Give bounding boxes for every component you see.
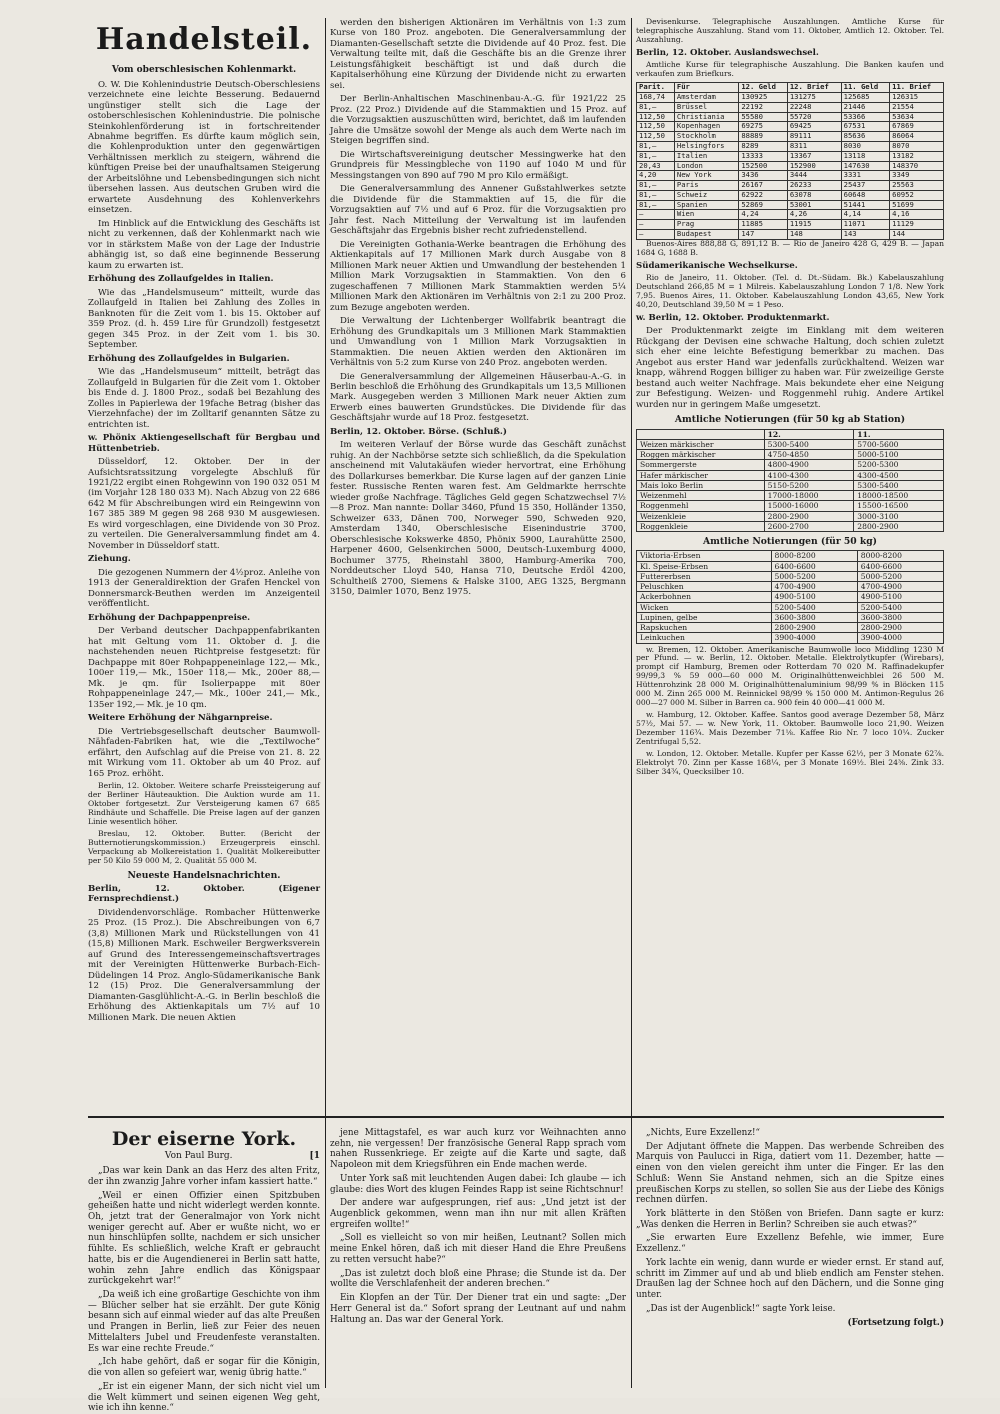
story-paragraph: York lachte ein wenig, dann wurde er wieder ernst. Er stand auf, schritt im Zimmer auf und ab und blieb endlich am Fenster stehen. Draußen lag der Schnee hoch auf den Dächern, und die Sonne ging unter. [636, 1257, 944, 1301]
kurs-cell: 22248 [787, 102, 841, 112]
prod-cell: Weizen märkischer [637, 439, 765, 449]
story-paragraph: „Das ist der Augenblick!“ sagte York leise. [646, 1303, 836, 1314]
prod-cell: 4700-4900 [857, 582, 943, 592]
kurs-cell: 3349 [890, 171, 944, 181]
news-subheading: Berlin, 12. Oktober. (Eigener Fernsprechdienst.) [88, 883, 320, 905]
kurs-cell: 13118 [841, 151, 890, 161]
kurs-footer: Buenos-Aires 888,88 G, 891,12 B. — Rio de Janeiro 428 G, 429 B. — Japan 1684 G, 1688 B. [636, 238, 944, 257]
column-2 [330, 18, 626, 1098]
kurs-cell: 11885 [739, 220, 788, 230]
kurs-cell: 63078 [787, 190, 841, 200]
kurs-cell: Christiania [674, 112, 738, 122]
prod-cell: Ackerbohnen [637, 592, 772, 602]
story-column-3 [636, 1128, 944, 1390]
prod-cell: Weizenkleie [637, 511, 765, 521]
table-row [637, 501, 944, 511]
kurs-cell: 3444 [787, 171, 841, 181]
kurs-cell: 51441 [841, 200, 890, 210]
kurs-cell: 3436 [739, 171, 788, 181]
sued-heading: Südamerikanische Wechselkurse. [636, 260, 798, 271]
kurs-cell: Helsingfors [674, 141, 738, 151]
kurs-cell: 148 [787, 229, 841, 239]
kurs-header-cell: 11. Brief [890, 83, 944, 93]
exchange-rate-table [636, 82, 944, 240]
kurs-cell: 55580 [739, 112, 788, 122]
kurs-cell: 8289 [739, 141, 788, 151]
story-author [88, 1151, 320, 1162]
market-report: w. London, 12. Oktober. Metalle. Kupfer per Kasse 62½, per 3 Monate 62⅞. Elektrolyt 70. Zinn per Kasse 168¼, per 3 Monate 169½. Blei 24⅜. Zink 33. Silber 34¾, Quecksilber 10. [636, 748, 944, 776]
prod-cell: 2800-2900 [764, 511, 854, 521]
prod-cell: 5200-5400 [771, 602, 857, 612]
kurs-cell: Schweiz [674, 190, 738, 200]
kurs-cell: 25563 [890, 181, 944, 191]
kurs-cell: 69275 [739, 122, 788, 132]
prod-cell: 4900-5100 [771, 592, 857, 602]
kurs-cell: 112,50 [637, 122, 675, 132]
story-paragraph: Ein Klopfen an der Tür. Der Diener trat ein und sagte: „Der Herr General ist da.“ Sofort sprang der Leutnant auf und nahm Haltung an. Das war der General York. [330, 1293, 626, 1325]
paragraph: werden den bisherigen Aktionären im Verhältnis von 1:3 zum Kurse von 180 Proz. angeboten. Die Generalversammlung der Diamanten-Gesellschaft setzte die Dividende auf 40 Proz. fest. Die Verwaltung teilte mit, daß die Geschäfte bis an die Grenze ihrer Leistungsfähigkeit beschäftigt ist und daß durch die Kapitalserhöhung eine Kürzung der Dividende nicht zu erwarten sei. [330, 18, 626, 91]
market-report: w. Bremen, 12. Oktober. Amerikanische Baumwolle loco Middling 1230 M per Pfund. — w. Berlin, 12. Oktober. Metalle. Elektrolytkupfer (Wirebars), prompt cif Hamburg, Bremen oder Rotterdam 70 020 M. Raffinadekupfer 99/99,3 % 59 000—60 000 M. Originalhüttenweichblei 26 500 M. Hüttenrohzink 28 000 M. Originalhüttenaluminium 98/99 % in Blöcken 115 000 M. Zinn 265 000 M. Reinnickel 98/99 % 150 000 M. Antimon-Regulus 26 000—27 000 M. Silber in Barren ca. 900 fein 40 000—41 000 M. [636, 644, 944, 708]
kurs-cell: Wien [674, 210, 738, 220]
prod-cell: 17000-18000 [764, 491, 854, 501]
prod-cell: 5000-5200 [857, 571, 943, 581]
kurs-cell: 4,14 [841, 210, 890, 220]
prod-cell: 4800-4900 [764, 460, 854, 470]
kurs-cell: 85636 [841, 132, 890, 142]
prod-cell: 6400-6600 [771, 561, 857, 571]
prod-cell: Weizenmehl [637, 491, 765, 501]
kurs-header-cell: 12. Brief [787, 83, 841, 93]
story-paragraph: „Da weiß ich eine großartige Geschichte von ihm — Blücher selber hat sie erzählt. Der gute König besann sich auf einmal wieder auf das alte Preußen und Prangen in Berlin, ließ zur Feier des neuen Mittelalters Jubel und Freudenfeste veranstalten. Es war eine rechte Freude.“ [88, 1290, 320, 1354]
table-row [637, 571, 944, 581]
prod-cell: 3900-4000 [771, 633, 857, 643]
table-row [637, 612, 944, 622]
kurs-cell: 21446 [841, 102, 890, 112]
kurs-cell: 67531 [841, 122, 890, 132]
prod-cell: Mais loko Berlin [637, 480, 765, 490]
paragraph: Im Hinblick auf die Entwicklung des Geschäfts ist nicht zu verkennen, daß der Kohlenmarkt nach wie vor in stärkstem Maße von der Lage der Industrie abhängig ist, so daß eine beginnende Besserung kaum zu erwarten ist. [88, 218, 320, 271]
kurs-cell: 81,— [637, 102, 675, 112]
table-row [637, 132, 944, 142]
section-divider [88, 1116, 944, 1118]
table-row [637, 582, 944, 592]
prod-cell: 15500-16500 [854, 501, 944, 511]
kurs-cell: 51699 [890, 200, 944, 210]
table-row [637, 470, 944, 480]
market-report: w. Hamburg, 12. Oktober. Kaffee. Santos good average Dezember 58, März 57½, Mai 57. — w. New York, 11. Oktober. Baumwolle loco 21,90. Weizen Dezember 116¾. Mais Dezember 71⅛. Kaffee Rio Nr. 7 loco 10¼. Zucker Zentrifugal 5,52. [636, 710, 944, 747]
prod-cell: Kl. Speise-Erbsen [637, 561, 772, 571]
kurs-cell: 11071 [841, 220, 890, 230]
kurs-cell: 21554 [890, 102, 944, 112]
prod-cell: 8000-8200 [857, 551, 943, 561]
paragraph: Die Verwaltung der Lichtenberger Wollfabrik beantragt die Erhöhung des Grundkapitals um 3 Millionen Mark Stammaktien und Umwandlung von 1 Million Mark Vorzugsaktien in Stammaktien. Die neuen Aktien werden den Aktionären im Verhältnis von 5:2 zum Kurse von 240 Proz. angeboten werden. [330, 316, 626, 369]
prod-cell: Sommergerste [637, 460, 765, 470]
prod-cell: 4900-5100 [857, 592, 943, 602]
kurs-cell: 53001 [787, 200, 841, 210]
prod-cell: 4300-4500 [854, 470, 944, 480]
kurs-cell: 13182 [890, 151, 944, 161]
kurs-cell: Prag [674, 220, 738, 230]
kurs-cell: 112,50 [637, 132, 675, 142]
prod-cell: 2800-2900 [854, 521, 944, 531]
prod-cell: Futtererbsen [637, 571, 772, 581]
prod-caption: Amtliche Notierungen (für 50 kg ab Station) [674, 414, 906, 426]
column-rule [325, 18, 326, 1388]
kurs-cell: 60648 [841, 190, 890, 200]
prod-caption: Amtliche Notierungen (für 50 kg) [703, 536, 877, 548]
table-row [637, 141, 944, 151]
prod-cell: Hafer märkischer [637, 470, 765, 480]
kurs-cell: 143 [841, 229, 890, 239]
story-paragraph: Unter York saß mit leuchtenden Augen dabei: Ich glaube — ich glaube: dies Wort des klugen Feindes Rapp ist seine Richtschnur! [330, 1173, 626, 1195]
kurs-cell: 60952 [890, 190, 944, 200]
prod-cell: Rapskuchen [637, 623, 772, 633]
table-row [637, 220, 944, 230]
story-paragraph: „Ich habe gehört, daß er sogar für die Königin, die von allen so gefeiert war, wenig übrig hatte.“ [88, 1357, 320, 1379]
table-row [637, 592, 944, 602]
prod-cell: 3900-4000 [857, 633, 943, 643]
prod-cell: 4750-4850 [764, 450, 854, 460]
story-paragraph: „Er ist ein eigener Mann, der sich nicht viel um die Welt kümmert und seinen eigenen Weg geht, wie ich ihn kenne.“ [88, 1381, 320, 1414]
kurs-cell: — [637, 220, 675, 230]
kurs-cell: 147 [739, 229, 788, 239]
table-row [637, 181, 944, 191]
kurs-cell: Italien [674, 151, 738, 161]
table-row [637, 551, 944, 561]
kurs-cell: Budapest [674, 229, 738, 239]
kurs-header-cell: Parit. [637, 83, 675, 93]
prod-cell: 5000-5200 [771, 571, 857, 581]
product-price-table-2 [636, 550, 944, 643]
kurs-cell: Spanien [674, 200, 738, 210]
prod-cell: Roggenmehl [637, 501, 765, 511]
story-paragraph: York blätterte in den Stößen von Briefen. Dann sagte er kurz: „Was denken die Herren in Berlin? Schreiben sie auch etwas?“ [636, 1209, 944, 1230]
prod-cell: 5000-5100 [854, 450, 944, 460]
news-heading: Neueste Handelsnachrichten. [127, 869, 281, 881]
kurs-cell: Paris [674, 181, 738, 191]
kurs-cell: 4,24 [739, 210, 788, 220]
kurs-cell: 144 [890, 229, 944, 239]
story-paragraph: „Sie erwarten Eure Exzellenz Befehle, wie immer, Eure Exzellenz.“ [636, 1233, 944, 1255]
news-text: Düsseldorf, 12. Oktober. Der in der Aufsichtsratssitzung vorgelegte Abschluß für 1921/22 ergibt einen Rohgewinn von 190 032 051 M (im Vorjahr 128 180 033 M). Nach Abzug von 22 686 642 M für Abschreibungen wird ein Reingewinn von 167 385 389 M gegen 98 268 930 M ausgewiesen. Es wird vorgeschlagen, eine Dividende von 30 Proz. zu verteilen. Die Generalversammlung findet am 4. November in Düsseldorf statt. [88, 457, 320, 551]
prod-cell: Lupinen, gelbe [637, 612, 772, 622]
kurs-heading: Berlin, 12. Oktober. Auslandswechsel. [636, 47, 819, 58]
table-row [637, 190, 944, 200]
continuation-note: (Fortsetzung folgt.) [847, 1317, 944, 1328]
news-text: Die Vertriebsgesellschaft deutscher Baumwoll-Nähfaden-Fabriken hat, wie die „Textilwoche“ erfährt, den Aufschlag auf die Preise von 21. 8. 22 mit Wirkung vom 11. Oktober ab um 40 Proz. auf 165 Proz. erhöht. [88, 726, 320, 779]
prod-cell: 15000-16000 [764, 501, 854, 511]
kurs-cell: 81,— [637, 151, 675, 161]
kurs-cell: Amsterdam [674, 93, 738, 103]
kurs-cell: 152900 [787, 161, 841, 171]
prod-cell: 2800-2900 [857, 623, 943, 633]
paragraph: Die Generalversammlung des Annener Gußstahlwerkes setzte die Dividende für die Stammaktien auf 15, die für die Vorzugsaktien auf 7½ und auf 6 Proz. für die Vorzugsaktien pro Jahr fest. Nach Mitteilung der Verwaltung ist im laufenden Geschäftsjahr das Ergebnis bisher recht zufriedenstellend. [330, 184, 626, 237]
kurs-cell: — [637, 229, 675, 239]
news-text: Die gezogenen Nummern der 4½proz. Anleihe von 1913 der Generaldirektion der Grafen Henckel von Donnersmarck-Beuthen werden im Anzeigenteil veröffentlicht. [88, 567, 320, 610]
prod-cell: 3600-3800 [857, 612, 943, 622]
kurs-cell: 86064 [890, 132, 944, 142]
news-title: Erhöhung der Dachpappenpreise. [88, 612, 251, 623]
small-paragraph: Breslau, 12. Oktober. Butter. (Bericht der Butternotierungskommission.) Erzeugerpreis einschl. Verpackung ab Molkereistation 1. Qualität Molkereibutter per 50 Kilo 59 000 M, 2. Qualität 55 000 M. [88, 828, 320, 865]
table-row [637, 439, 944, 449]
kurs-cell: 11129 [890, 220, 944, 230]
kurs-cell: 152500 [739, 161, 788, 171]
prod-cell: 8000-8200 [771, 551, 857, 561]
table-row [637, 623, 944, 633]
prod-cell: 3600-3800 [771, 612, 857, 622]
kurs-cell: 81,— [637, 200, 675, 210]
kurs-cell: London [674, 161, 738, 171]
prod-cell: 5200-5300 [854, 460, 944, 470]
table-row [637, 229, 944, 239]
product-price-table [636, 429, 944, 533]
story-paragraph: „Weil er einen Offizier einen Spitzbuben geheißen hatte und nicht widerlegt werden konnte. Oh, jetzt trat der Generalmajor von York nicht weniger gerecht auf. Aber er wußte nicht, wo er nun hinschlüpfen sollte, nachdem er sich unsicher fühlte. Es schließlich, welche Kraft er gebraucht hatte, bis er die Augendienerei in Berlin satt hatte, wohin zehn Jahre endlich das Königspaar zurückgekehrt war!“ [88, 1190, 320, 1287]
small-paragraph: Berlin, 12. Oktober. Weitere scharfe Preissteigerung auf der Berliner Häuteauktion. Die Auktion wurde am 11. Oktober fortgesetzt. Zur Versteigerung kamen 67 685 Rindhäute und Schaffelle. Die Preise lagen auf der ganzen Linie wesentlich höher. [88, 781, 320, 826]
kurs-cell: 4,20 [637, 171, 675, 181]
prod-cell: 4100-4300 [764, 470, 854, 480]
kurs-cell: 131275 [787, 93, 841, 103]
boerse-text: Im weiteren Verlauf der Börse wurde das Geschäft zunächst ruhig. An der Nachbörse setzte sich schließlich, da die Spekulation anscheinend mit Valutakäufen wieder hervortrat, eine Erhöhung des Dollarkurses bemerkbar. Die Kurse lagen auf der ganzen Linie fester. Russische Renten waren fest. Am Geldmarkte herrschte wieder große Nachfrage. Tägliches Geld gegen Schatzwechsel 7½—8 Proz. Man nannte: Dollar 3460, Pfund 15 350, Holländer 1350, Schweizer 633, Dänen 700, Norweger 590, Schweden 920, Amsterdam 1340, Oberschlesische Eisenindustrie 3700, Oberschlesische Kokswerke 4850, Phönix 5900, Laurahütte 2500, Harpener 4600, Gelsenkirchen 5000, Deutsch-Luxemburg 4000, Bochumer 3775, Rheinstahl 3800, Hamburg-Amerika 700, Norddeutscher Lloyd 540, Hansa 710, Deutsche Erdöl 4200, Schultheiß 2700, Siemens & Halske 3100, AEG 1325, Bergmann 3150, Daimler 1070, Benz 1975. [330, 440, 626, 598]
table-row [637, 93, 944, 103]
prod-cell: 4700-4900 [771, 582, 857, 592]
kurs-header-cell: Für [674, 83, 738, 93]
prod-cell: Leinkuchen [637, 633, 772, 643]
article-heading: Vom oberschlesischen Kohlenmarkt. [111, 64, 297, 75]
table-row [637, 561, 944, 571]
prod-header-cell [637, 429, 765, 439]
kurs-cell: 81,— [637, 190, 675, 200]
table-row [637, 633, 944, 643]
kurs-cell: 112,50 [637, 112, 675, 122]
table-row [637, 102, 944, 112]
story-column-1 [88, 1128, 320, 1414]
story-paragraph: jene Mittagstafel, es war auch kurz vor Weihnachten anno zehn, nie vergessen! Der französische General Rapp sprach vom nahen Russenkriege. Er zeigte auf die Karte und sagte, daß Napoleon mit dem Kriegsführen ein Ende machen werde. [330, 1128, 626, 1171]
news-text: Wie das „Handelsmuseum“ mitteilt, wurde das Zollaufgeld in Italien bei Zahlung des Zolles in Banknoten für die Zeit vom 1. bis 15. Oktober auf 359 Proz. (d. h. 459 Lire für Grundzoll) festgesetzt gegen 345 Proz. in der Zeit vom 1. bis 30. September. [88, 287, 320, 351]
section-title: Handelsteil. [95, 22, 313, 57]
prod-header-cell: 11. [854, 429, 944, 439]
paragraph: Die Vereinigten Gothania-Werke beantragen die Erhöhung des Aktienkapitals auf 17 Millionen Mark durch Ausgabe von 8 Millionen Mark neuer Aktien und Umwandlung der bestehenden 1 Million Mark Vorzugsaktien in Stammaktien. Von den 6 zugeschaffenen 7 Millionen Mark Stammaktien werden 5¼ Millionen Mark den Aktionären im Verhältnis von 2:1 zu 200 Proz. zum Bezuge angeboten werden. [330, 239, 626, 313]
kurs-cell: Stockholm [674, 132, 738, 142]
kurs-cell: 11915 [787, 220, 841, 230]
paragraph: Die Generalversammlung der Allgemeinen Häuserbau-A.-G. in Berlin beschloß die Erhöhung des Grundkapitals um 13,5 Millionen Mark. Ausgegeben werden 3 Millionen Mark neuer Aktien zum Erwerb eines bauwerten Grundstückes. Die Dividende für das Geschäftsjahr wurde auf 18 Proz. festgesetzt. [330, 371, 626, 424]
news-text: Dividendenvorschläge. Rombacher Hüttenwerke 25 Proz. (15 Proz.). Die Abschreibungen von 6,7 (3,8) Millionen Mark und Rückstellungen von 41 (15,8) Millionen Mark. Eschweiler Bergwerksverein auf Grund des Interessengemeinschaftsvertrages mit der Vereinigten Hüttenwerke Burbach-Eich-Düdelingen 14 Proz. Anglo-Südamerikanische Bank 12 (15) Proz. Die Generalversammlung der Diamanten-Gasglühlicht-A.-G. in Berlin beschloß die Erhöhung des Aktienkapitals um 7½ auf 10 Millionen Mark. Die neuen Aktien [88, 907, 320, 1023]
news-title: Erhöhung des Zollaufgeldes in Italien. [88, 274, 274, 285]
kurs-cell: 26167 [739, 181, 788, 191]
kurs-cell: 130925 [739, 93, 788, 103]
column-1 [88, 18, 320, 1098]
kurs-cell: 89111 [787, 132, 841, 142]
prod-header-cell: 12. [764, 429, 854, 439]
story-paragraph: Der andere war aufgesprungen, rief aus: „Und jetzt ist der Augenblick gekommen, wenn man ihn nur mit allen Kräften ergreifen wollte!“ [330, 1198, 626, 1230]
kurs-caption: Amtliche Kurse für telegraphische Auszahlung. Die Banken kaufen und verkaufen zum Briefkurs. [636, 60, 944, 79]
prod-cell: 5300-5400 [854, 480, 944, 490]
prod-cell: Peluschken [637, 582, 772, 592]
kurs-cell: 52869 [739, 200, 788, 210]
kurs-cell: Kopenhagen [674, 122, 738, 132]
kurs-cell: 53366 [841, 112, 890, 122]
news-text: Der Verband deutscher Dachpappenfabrikanten hat mit Geltung vom 11. Oktober d. J. die nachstehenden neuen Richtpreise festgesetzt: für Dachpappe mit 80er Rohpappeneinlage 122,— Mk., 100er 119,— Mk., 150er 118,— Mk., 200er 88,— Mk. je qm. für Isolierpappe mit 80er Rohpappeneinlage 247,— Mk., 100er 241,— Mk., 135er 192,— Mk. je 10 qm. [88, 626, 320, 710]
sued-text: Rio de Janeiro, 11. Oktober. (Tel. d. Dt.-Südam. Bk.) Kabelauszahlung Deutschland 266,85 M = 1 Milreis. Kabelauszahlung London 7 1/8. New York 7,95. Buenos Aires, 11. Oktober. Kabelauszahlung London 43,65, New York 40,20, Deutschland 39,50 M = 1 Peso. [636, 273, 944, 309]
table-row [637, 480, 944, 490]
story-paragraph: „Das ist zuletzt doch bloß eine Phrase; die Stunde ist da. Der wollte die Verschlafenheit der anderen brechen.“ [330, 1268, 626, 1290]
kurs-header-cell: 12. Geld [739, 83, 788, 93]
table-row [637, 151, 944, 161]
kurs-cell: 88889 [739, 132, 788, 142]
kurs-cell: Brüssel [674, 102, 738, 112]
story-title: Der eiserne York. [111, 1128, 297, 1150]
kurs-cell: — [637, 210, 675, 220]
kurs-cell: 13333 [739, 151, 788, 161]
kurs-cell: 13367 [787, 151, 841, 161]
kurs-cell: 147630 [841, 161, 890, 171]
news-text: Wie das „Handelsmuseum“ mitteilt, beträgt das Zollaufgeld in Bulgarien für die Zeit vom 1. Oktober bis Ende d. J. 1800 Proz., sodaß bei Bezahlung des Zolles in Papierlewa der 19fache Betrag (bisher das Vierzehnfache) der im Zolltarif genannten Sätze zu entrichten ist. [88, 367, 320, 430]
prod-cell: 18000-18500 [854, 491, 944, 501]
author-name: Von Paul Burg. [164, 1151, 233, 1162]
installment-number: [1 [309, 1151, 320, 1162]
table-row [637, 511, 944, 521]
kurs-cell: 4,26 [787, 210, 841, 220]
boerse-heading: Berlin, 12. Oktober. Börse. (Schluß.) [330, 426, 507, 437]
kurs-cell: 81,— [637, 141, 675, 151]
kurs-cell: 22192 [739, 102, 788, 112]
kurs-cell: 53634 [890, 112, 944, 122]
story-paragraph: „Nichts, Eure Exzellenz!“ [646, 1128, 760, 1138]
kurs-cell: 26233 [787, 181, 841, 191]
column-3 [636, 18, 944, 1098]
kurs-cell: 62922 [739, 190, 788, 200]
table-row [637, 602, 944, 612]
prod-cell: 2600-2700 [764, 521, 854, 531]
kurs-cell: 67869 [890, 122, 944, 132]
prod-cell: 2800-2900 [771, 623, 857, 633]
table-row [637, 450, 944, 460]
kurs-cell: 168,74 [637, 93, 675, 103]
prod-cell: 5700-5600 [854, 439, 944, 449]
table-row [637, 491, 944, 501]
prod-cell: Roggen märkischer [637, 450, 765, 460]
produkten-text: Der Produktenmarkt zeigte im Einklang mit dem weiteren Rückgang der Devisen eine schwache Haltung, doch schien zuletzt sich eher eine leichte Befestigung bemerkbar zu machen. Das Angebot aus erster Hand war jedenfalls zurückhaltend. Weizen war knapp, während Roggen billiger zu haben war. Für zweizeilige Gerste bestand auch weiter Nachfrage. Mais bekundete eher eine Neigung zur Befestigung. Weizen- und Roggenmehl ruhig. Andere Artikel wurden nur in geringem Maße umgesetzt. [636, 326, 944, 410]
story-paragraph: „Das war kein Dank an das Herz des alten Fritz, der ihn zwanzig Jahre vorher infam kassiert hatte.“ [88, 1166, 320, 1187]
kurs-cell: 126315 [890, 93, 944, 103]
kurs-cell: 3331 [841, 171, 890, 181]
prod-cell: 5200-5400 [857, 602, 943, 612]
news-title: w. Phönix Aktiengesellschaft für Bergbau und Hüttenbetrieb. [88, 433, 320, 454]
kurs-cell: New York [674, 171, 738, 181]
story-paragraph: Der Adjutant öffnete die Mappen. Das werbende Schreiben des Marquis von Paulucci in Riga, datiert vom 11. Dezember, hatte — einen von den vielen gereicht ihm unter die Finger. Er las den Schluß: Wenn Sie Anstand nehmen, sich an die Spitze eines preußischen Korps zu stellen, so sollen Sie aus der Liebe des Königs rechnen dürfen. [636, 1141, 944, 1206]
kurs-cell: 25437 [841, 181, 890, 191]
prod-cell: Viktoria-Erbsen [637, 551, 772, 561]
paragraph: O. W. Die Kohlenindustrie Deutsch-Oberschlesiens verzeichnete eine leichte Besserung. Bedauernd ungünstiger stellt sich die Lage der ostoberschlesischen Kohlenindustrie. Die polnische Steinkohlenförderung ist in fortschreitender Abnahme begriffen. Es dürfte kaum möglich sein, die Kohlenproduktion unter den gegenwärtigen Verhältnissen merklich zu steigern, während die künftigen Preise bei der unaufhaltsamen Steigerung der Arbeitslöhne und Lebensbedingungen sich nicht übersehen lassen. Aus deutschen Gruben wird die erwartete Ausdehnung des Kohlenverkehrs einsetzen. [88, 79, 320, 216]
prod-cell: Wicken [637, 602, 772, 612]
kurs-cell: 8030 [841, 141, 890, 151]
prod-cell: Roggenkleie [637, 521, 765, 531]
kurs-cell: 20,43 [637, 161, 675, 171]
table-row [637, 460, 944, 470]
column-rule [631, 18, 632, 1388]
kurs-cell: 8311 [787, 141, 841, 151]
story-paragraph: „Soll es vielleicht so von mir heißen, Leutnant? Sollen mich meine Enkel hören, daß ich mit dieser Hand die Ehre Preußens zu retten versucht habe?“ [330, 1233, 626, 1265]
paragraph: Die Wirtschaftsvereinigung deutscher Messingwerke hat den Grundpreis für Messingbleche von 1190 auf 1040 M und für Messingstangen von 890 auf 790 M pro Kilo ermäßigt. [330, 149, 626, 181]
devisen-intro: Devisenkurse. Telegraphische Auszahlungen. Amtliche Kurse für telegraphische Auszahlung. Stand vom 11. Oktober, Amtlich 12. Oktober. Tel. Auszahlung. [636, 17, 944, 44]
kurs-cell: 69425 [787, 122, 841, 132]
news-title: Weitere Erhöhung der Nähgarnpreise. [88, 713, 273, 724]
table-row [637, 521, 944, 531]
kurs-cell: 81,— [637, 181, 675, 191]
kurs-cell: 148370 [890, 161, 944, 171]
news-title: Erhöhung des Zollaufgeldes in Bulgarien. [88, 353, 290, 364]
produkten-heading: w. Berlin, 12. Oktober. Produktenmarkt. [636, 312, 830, 323]
prod-cell: 5150-5200 [764, 480, 854, 490]
kurs-cell: 55720 [787, 112, 841, 122]
news-title: Ziehung. [88, 554, 131, 565]
paragraph: Der Berlin-Anhaltischen Maschinenbau-A.-G. für 1921/22 25 Proz. (22 Proz.) Dividende auf die Stammaktien und 15 Proz. auf die Vorzugsaktien auszuschütten wird, berichtet, daß im laufenden Jahre die Umsätze sowohl der Menge als auch dem Werte nach im Steigen begriffen sind. [330, 94, 626, 147]
kurs-header-cell: 11. Geld [841, 83, 890, 93]
story-column-2 [330, 1128, 626, 1390]
prod-cell: 6400-6600 [857, 561, 943, 571]
kurs-cell: 125685 [841, 93, 890, 103]
kurs-cell: 8070 [890, 141, 944, 151]
kurs-cell: 4,16 [890, 210, 944, 220]
prod-cell: 5300-5400 [764, 439, 854, 449]
prod-cell: 3000-3100 [854, 511, 944, 521]
